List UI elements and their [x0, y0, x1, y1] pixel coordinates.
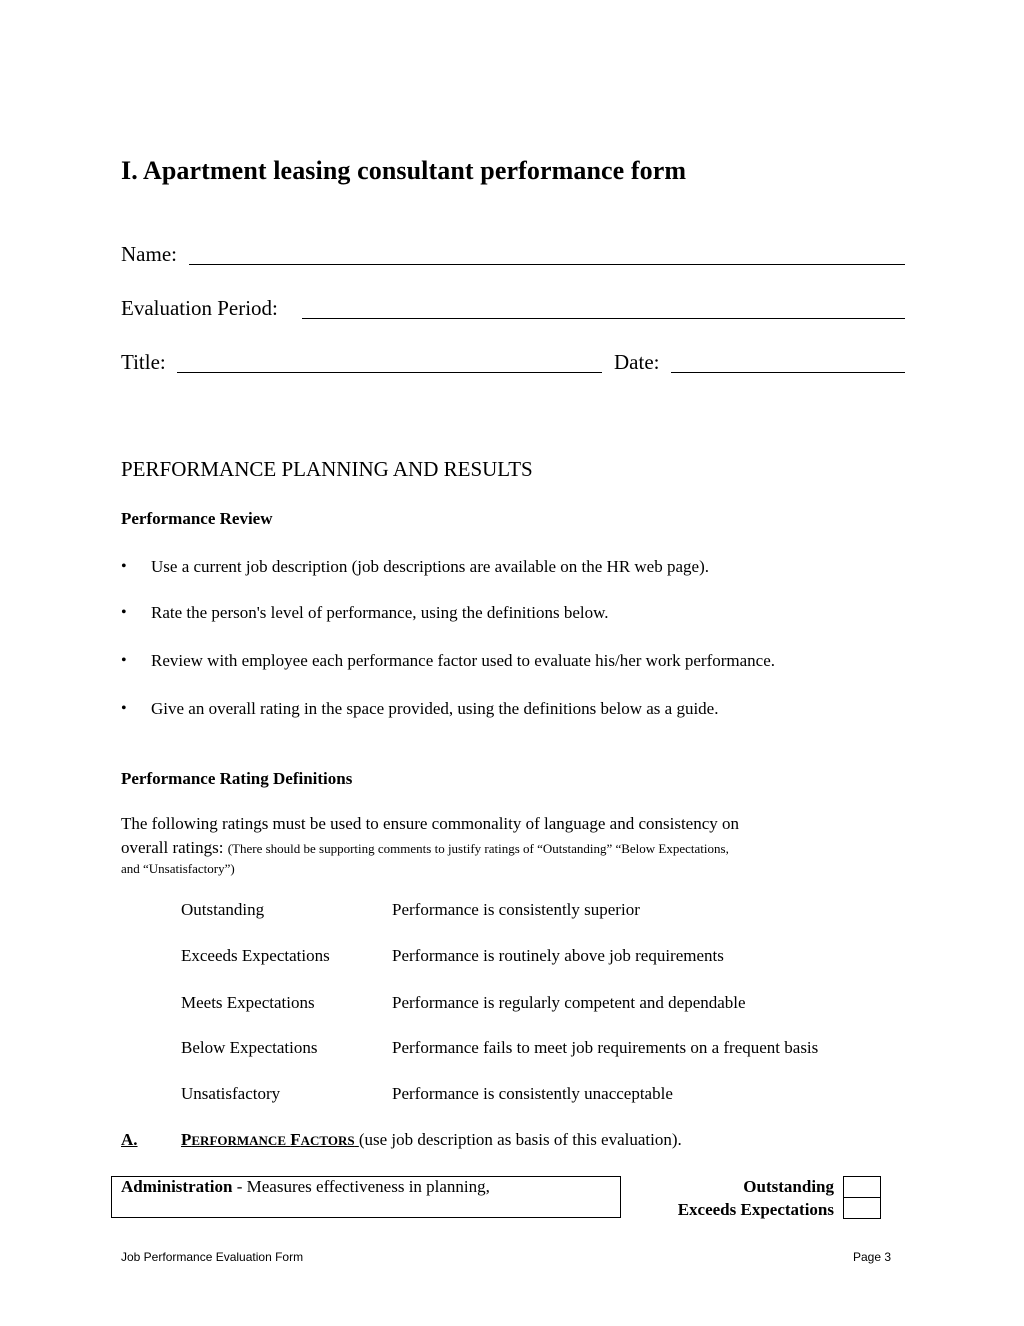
title-label: Title:	[121, 350, 166, 374]
bullet-item: Give an overall rating in the space provided, using the definitions below as a guide.	[151, 699, 719, 718]
performance-factors-heading	[121, 1130, 682, 1150]
factor-description: - Measures effectiveness in planning,	[236, 1177, 490, 1196]
date-label: Date:	[614, 350, 660, 374]
scale-label-outstanding: Outstanding	[743, 1177, 834, 1196]
rating-definitions-heading: Performance Rating Definitions	[121, 769, 353, 788]
performance-review-heading: Performance Review	[121, 509, 273, 528]
rating-intro-line	[121, 838, 729, 858]
rating-checkbox-outstanding[interactable]	[843, 1176, 881, 1198]
bullet-item: Use a current job description (job descriptions are available on the HR web page).	[151, 557, 709, 576]
rating-term: Outstanding	[181, 900, 265, 919]
footer-page-number: Page 3	[853, 1250, 892, 1264]
rating-intro-note: (There should be supporting comments to justify ratings of “Outstanding” “Below Expectations,	[227, 841, 729, 856]
factors-title: PERFORMANCE FACTORS	[181, 1130, 355, 1149]
rating-term: Meets Expectations	[181, 993, 315, 1012]
rating-definition: Performance fails to meet job requirements on a frequent basis	[392, 1038, 819, 1057]
name-label: Name:	[121, 242, 177, 266]
name-field-line[interactable]	[189, 264, 905, 265]
rating-term: Exceeds Expectations	[181, 946, 330, 965]
evaluation-period-field-line[interactable]	[302, 318, 905, 319]
factor-row	[121, 1177, 490, 1197]
factor-name: Administration	[121, 1177, 233, 1196]
evaluation-period-label: Evaluation Period:	[121, 296, 278, 320]
bullet-item: Review with employee each performance factor used to evaluate his/her work performance.	[151, 651, 776, 670]
section-heading: PERFORMANCE PLANNING AND RESULTS	[121, 457, 533, 481]
bullet-marker: •	[121, 700, 127, 717]
title-field-line[interactable]	[177, 372, 602, 373]
rating-intro-main: overall ratings:	[121, 838, 224, 857]
footer-form-name: Job Performance Evaluation Form	[121, 1250, 304, 1264]
page-title: I. Apartment leasing consultant performance form	[121, 156, 687, 185]
bullet-marker: •	[121, 558, 127, 575]
bullet-marker: •	[121, 652, 127, 669]
rating-intro-note: and “Unsatisfactory”)	[121, 861, 235, 876]
rating-intro-line: The following ratings must be used to ensure commonality of language and consistency on	[121, 814, 740, 833]
date-field-line[interactable]	[671, 372, 905, 373]
rating-definition: Performance is consistently unacceptable	[392, 1084, 673, 1103]
scale-label-exceeds: Exceeds Expectations	[677, 1200, 834, 1219]
factors-letter: A.	[121, 1130, 138, 1149]
factors-note: (use job description as basis of this evaluation).	[358, 1130, 682, 1149]
rating-term: Unsatisfactory	[181, 1084, 281, 1103]
bullet-item: Rate the person's level of performance, using the definitions below.	[151, 603, 609, 622]
rating-checkbox-exceeds[interactable]	[843, 1197, 881, 1219]
rating-definition: Performance is consistently superior	[392, 900, 640, 919]
bullet-marker: •	[121, 604, 127, 621]
rating-definition: Performance is routinely above job requirements	[392, 946, 724, 965]
rating-term: Below Expectations	[181, 1038, 318, 1057]
rating-definition: Performance is regularly competent and dependable	[392, 993, 746, 1012]
